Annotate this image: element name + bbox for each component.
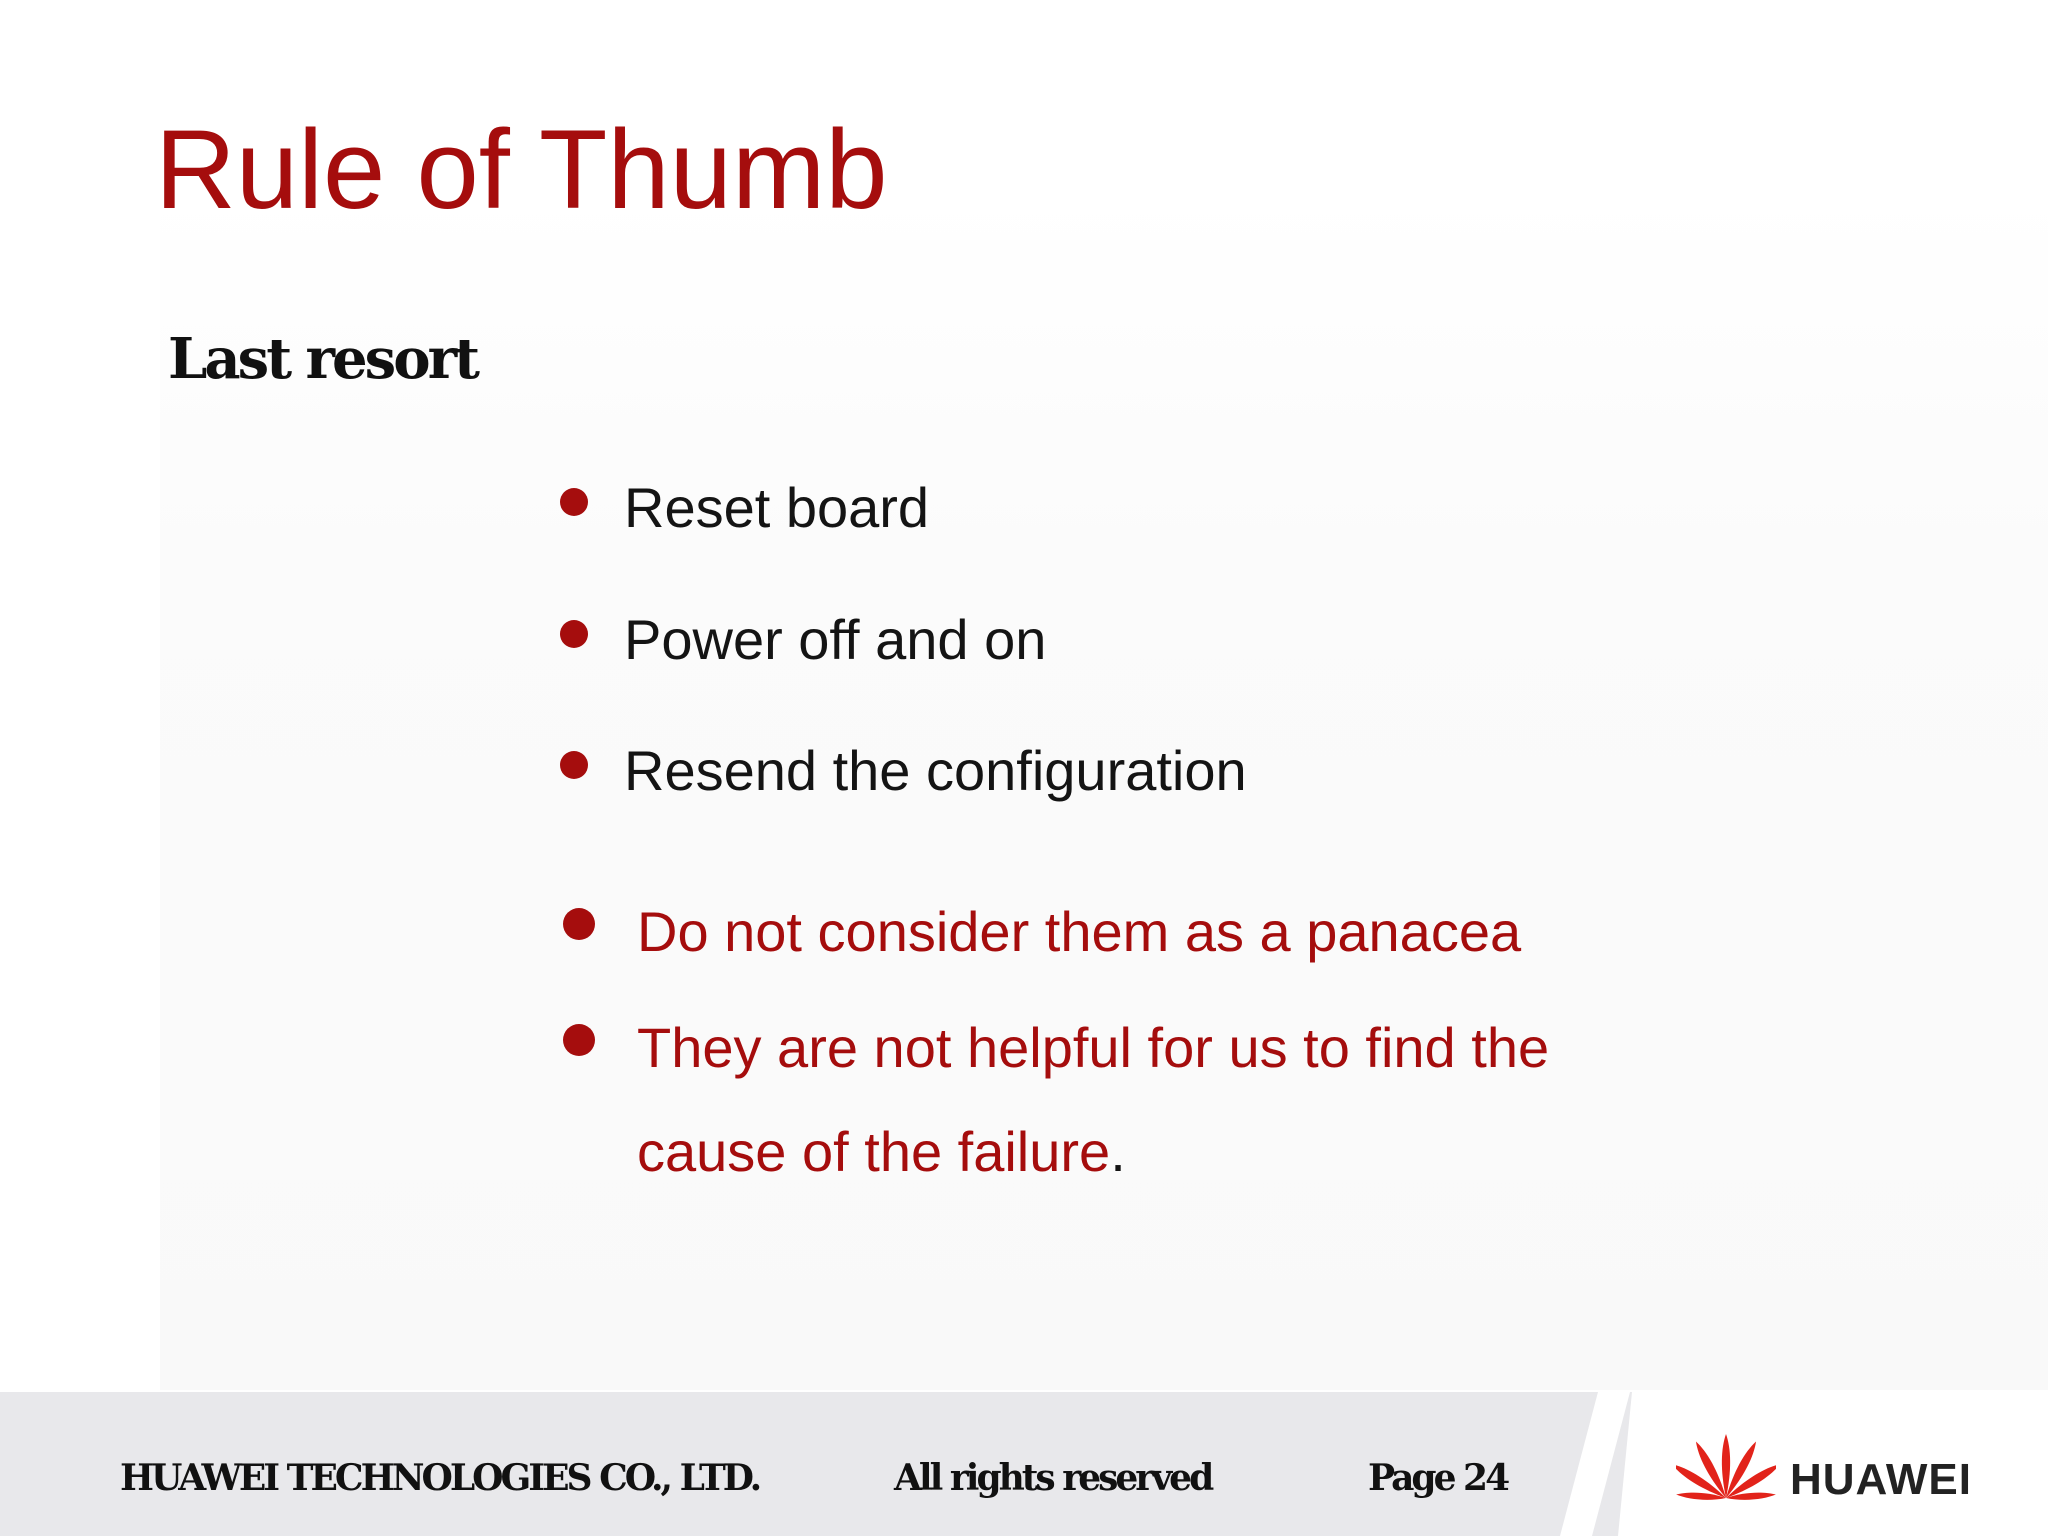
- bullet-text: Reset board: [624, 476, 930, 539]
- bullet-text: Resend the configuration: [624, 739, 1247, 802]
- bullet-dot-icon: [560, 751, 588, 779]
- slide-subtitle: Last resort: [168, 326, 477, 392]
- huawei-flower-icon: [1676, 1428, 1776, 1508]
- huawei-logo-text: HUAWEI: [1790, 1455, 1972, 1504]
- bullet-dot-icon: [563, 908, 595, 940]
- bullet-text: They are not helpful for us to find the: [637, 1016, 1550, 1079]
- bullet-dot-icon: [560, 488, 588, 516]
- footer-page-number: Page 24: [1368, 1457, 1508, 1499]
- bullet-dot-icon: [563, 1024, 595, 1056]
- slide-title: Rule of Thumb: [155, 107, 888, 232]
- footer-rights: All rights reserved: [894, 1457, 1212, 1499]
- bullet-text-main: cause of the failure: [637, 1120, 1111, 1183]
- bullet-text-period: .: [1110, 1120, 1126, 1183]
- bullet-text: Power off and on: [624, 608, 1047, 671]
- bullet-dot-icon: [560, 620, 588, 648]
- bullet-text: [637, 1120, 1126, 1183]
- footer-company: HUAWEI TECHNOLOGIES CO., LTD.: [120, 1457, 760, 1499]
- bullet-text: Do not consider them as a panacea: [637, 900, 1522, 963]
